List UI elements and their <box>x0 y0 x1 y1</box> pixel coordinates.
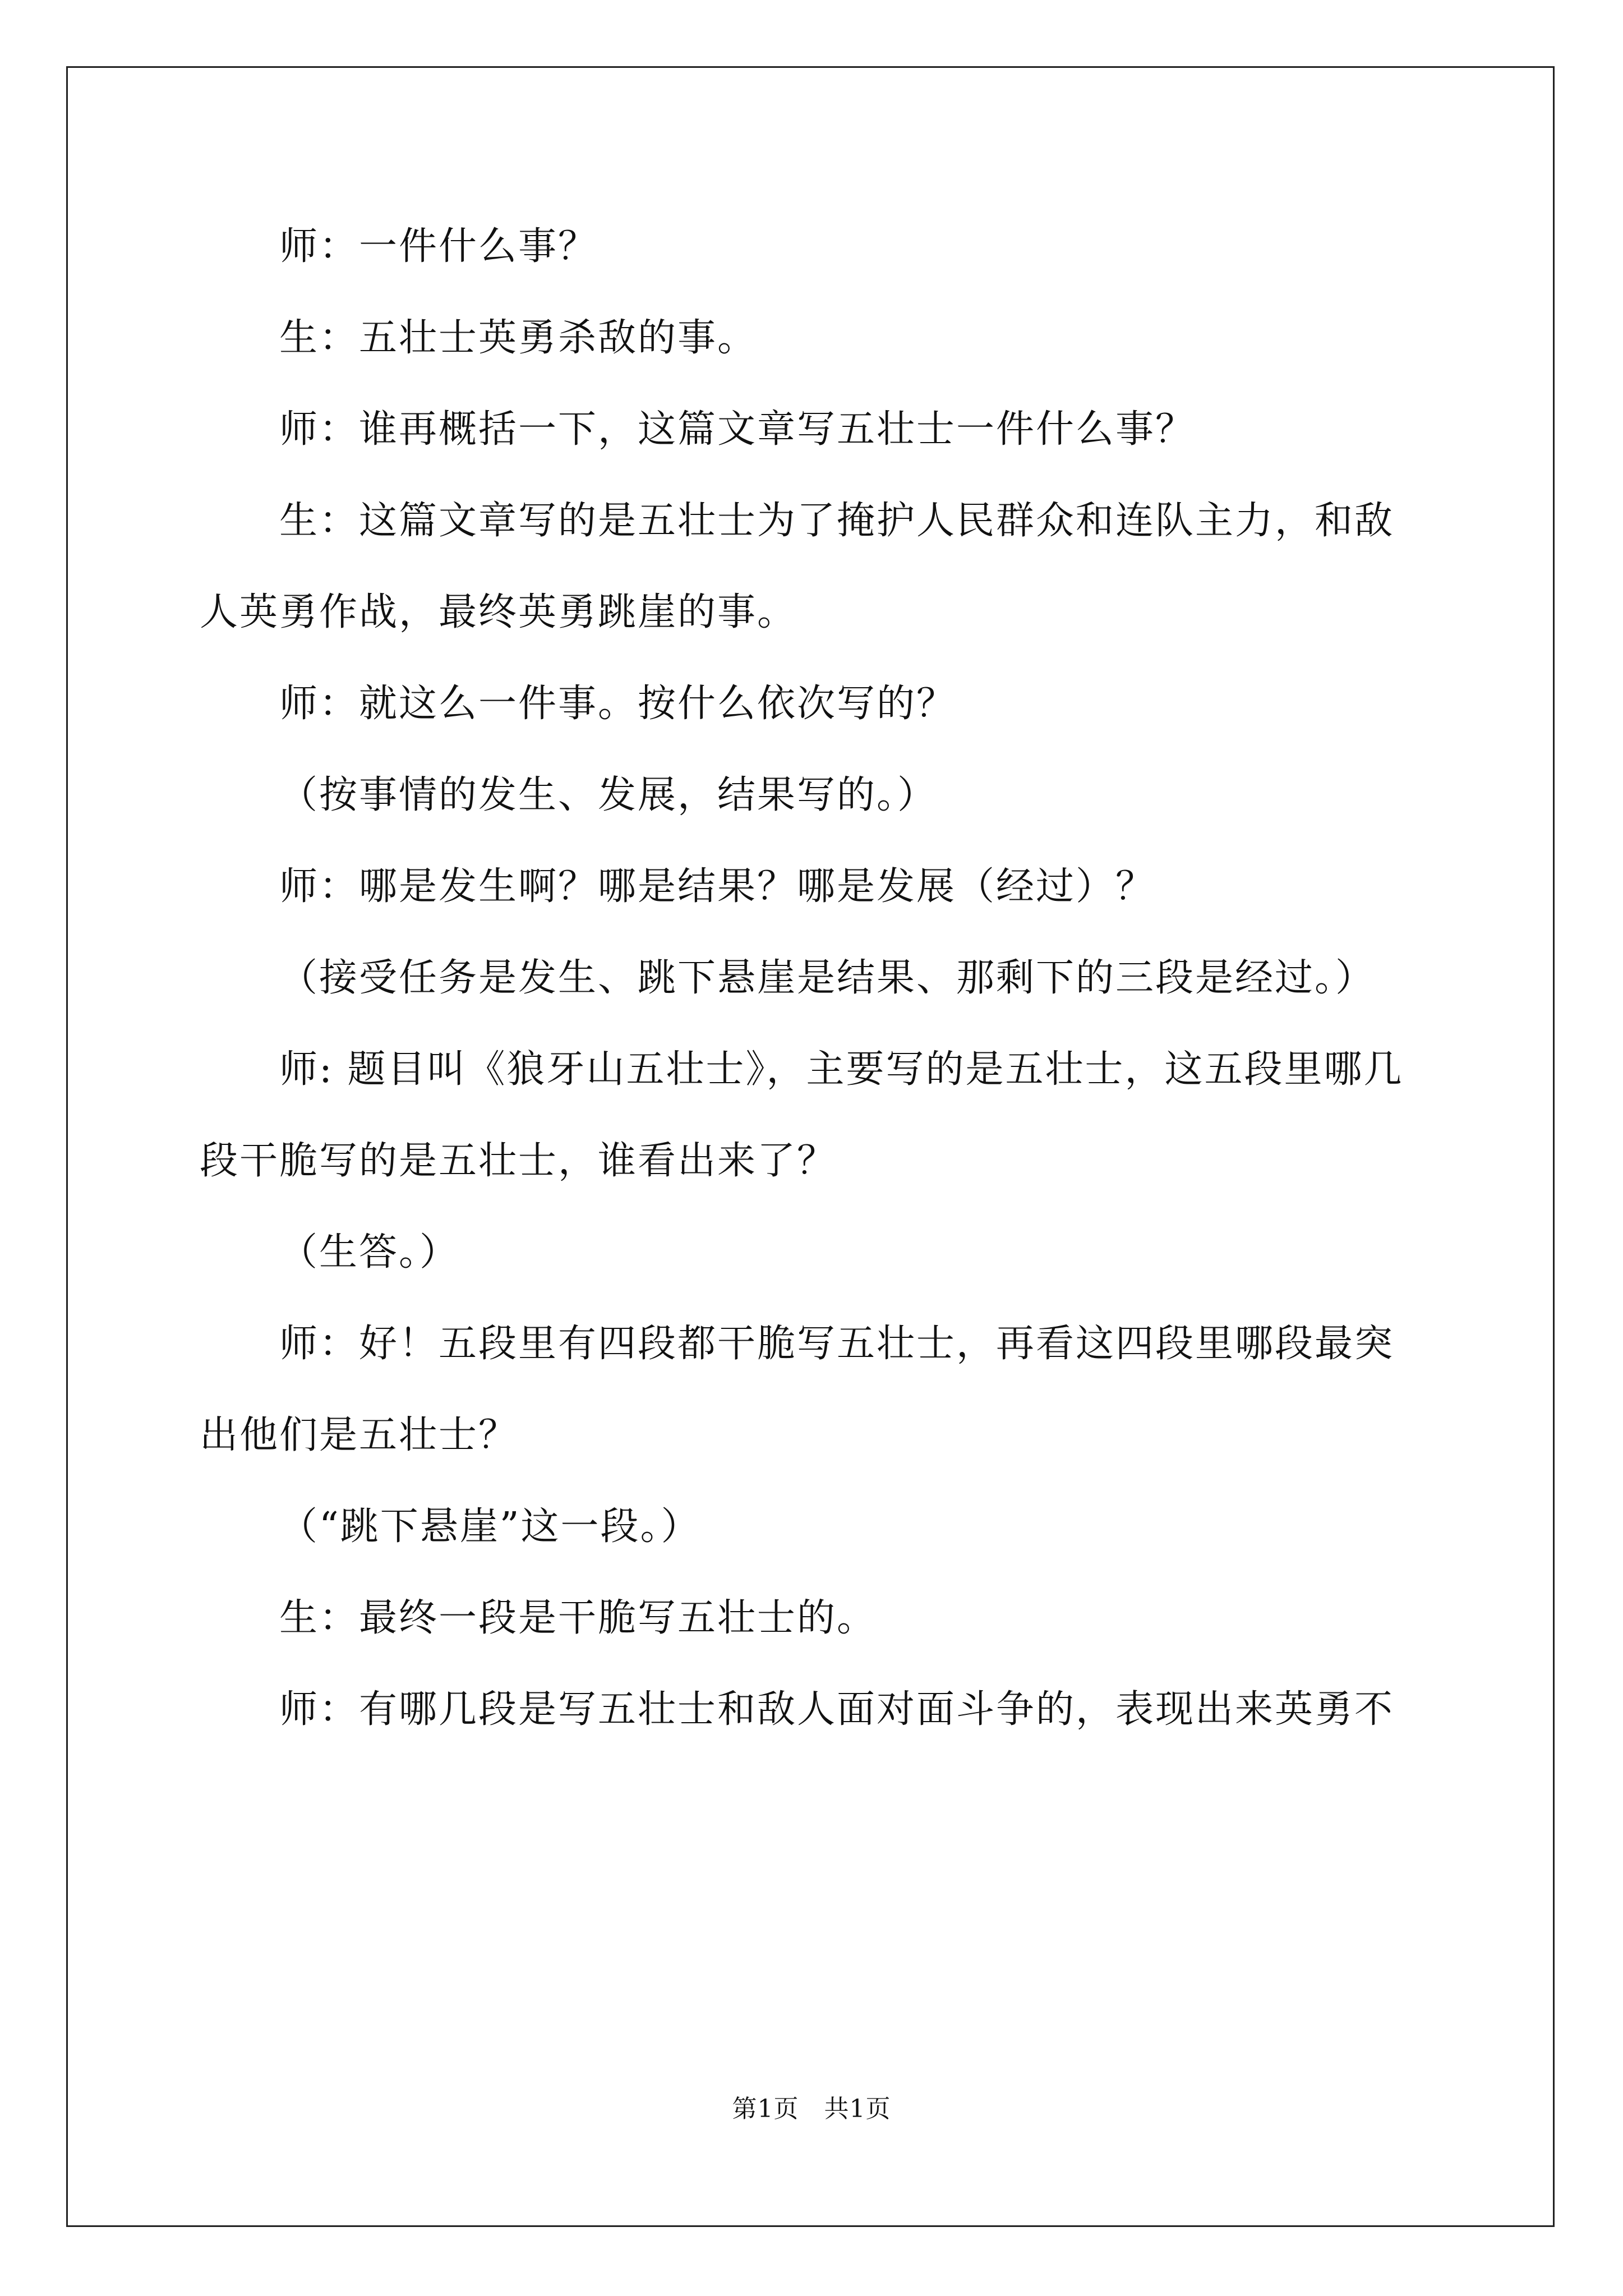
text-line: 出他们是五壮士？ <box>200 1413 519 1457</box>
text-line: 师：就这么一件事。按什么依次写的？ <box>279 682 957 726</box>
text-line: 人英勇作战，最终英勇跳崖的事。 <box>200 590 797 634</box>
text-line: （接受任务是发生、跳下悬崖是结果、那剩下的三段是经过。） <box>279 956 1376 1000</box>
text-line: 师：谁再概括一下，这篇文章写五壮士一件什么事？ <box>279 407 1196 452</box>
text-line: 师: 题目叫《狼牙山五壮士》，主要写的是五壮士，这五段里哪几 <box>279 1047 1404 1092</box>
text-line: 师：有哪几段是写五壮士和敌人面对面斗争的，表现出来英勇不 <box>279 1687 1395 1732</box>
text-line: 生：五壮士英勇杀敌的事。 <box>279 316 758 360</box>
text-line: 师：哪是发生啊？哪是结果？哪是发展（经过）？ <box>279 864 1156 909</box>
text-line: （按事情的发生、发展，结果写的。） <box>279 773 938 817</box>
text-line: 段干脆写的是五壮士，谁看出来了？ <box>200 1139 837 1183</box>
text-line: （生答。） <box>279 1230 460 1274</box>
text-line: 师：一件什么事？ <box>279 224 598 269</box>
text-line: 师：好！五段里有四段都干脆写五壮士，再看这四段里哪段最突 <box>279 1322 1395 1366</box>
text-line: 生：这篇文章写的是五壮士为了掩护人民群众和连队主力，和敌 <box>279 499 1395 543</box>
page-footer: 第1页 共1页 <box>732 2095 891 2123</box>
text-line: 生：最终一段是干脆写五壮士的。 <box>279 1596 877 1640</box>
text-line: （“跳下悬崖”这一段。） <box>279 1504 701 1549</box>
